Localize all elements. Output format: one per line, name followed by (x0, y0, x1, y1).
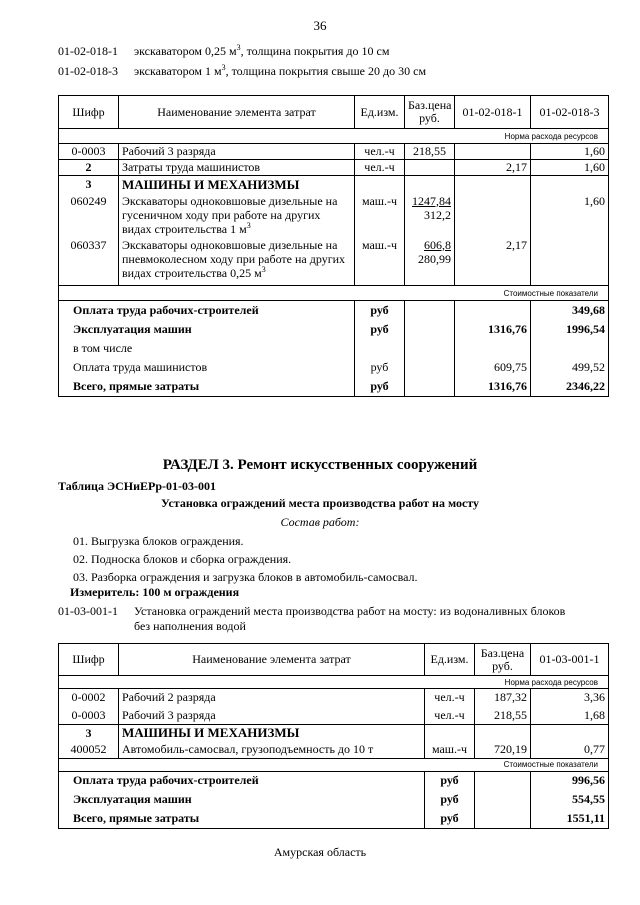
cell-unit: чел.-ч (425, 689, 475, 707)
cost-name: Всего, прямые затраты (59, 809, 425, 828)
cost-value (455, 301, 531, 320)
cost-name: в том числе (59, 339, 355, 358)
cell-code: 0-0002 (59, 689, 119, 707)
table-row (59, 689, 609, 707)
cell-code: 2 (59, 160, 119, 176)
cost-row (59, 339, 609, 358)
cost-name: Оплата труда рабочих-строителей (59, 771, 425, 790)
cell-name: Экскаваторы одноковшовые дизельные на пневмоколесном ходу при работе на других видах строительства 0,25 $м^3$ (119, 238, 355, 286)
header-line-2 (58, 64, 426, 79)
cell-value (531, 238, 609, 286)
table-row (59, 144, 609, 160)
cost-unit: руб (355, 301, 405, 320)
table-row (59, 707, 609, 725)
item-code: 01-02-018-3 (58, 64, 118, 78)
cost-value: 1996,54 (531, 320, 609, 339)
footer-region: Амурская область (273, 845, 367, 859)
cost-unit: руб (355, 377, 405, 397)
cost-unit: руб (355, 358, 405, 377)
table-row (59, 194, 609, 238)
col-header: 01-03-001-1 (531, 644, 609, 676)
table-header-row (59, 96, 609, 129)
cell-price: 606,8 280,99 (405, 238, 455, 286)
cell-price: 187,32 (475, 689, 531, 707)
cost-name: Оплата труда рабочих-строителей (59, 301, 355, 320)
cell-unit: чел.-ч (355, 144, 405, 160)
cell-value: 1,60 (531, 160, 609, 176)
item-code: 01-03-001-1 (58, 604, 118, 618)
item-text: без наполнения водой (134, 619, 246, 633)
cost-name: Эксплуатация машин (59, 320, 355, 339)
cell-code: 060337 (59, 238, 119, 286)
table-row (59, 741, 609, 758)
cell-unit: маш.-ч (355, 238, 405, 286)
cell-price: 218,55 (405, 144, 455, 160)
cell-name: МАШИНЫ И МЕХАНИЗМЫ (119, 176, 355, 194)
col-header: Шифр (59, 644, 119, 676)
cost-row (59, 809, 609, 828)
cost-row (59, 320, 609, 339)
cost-unit: руб (425, 809, 475, 828)
cell-value: 2,17 (455, 160, 531, 176)
table-name: Таблица ЭСНиЕРр-01-03-001 (58, 479, 217, 493)
cell-value: 1,60 (531, 144, 609, 160)
cost-row (59, 301, 609, 320)
cell-value: 2,17 (455, 238, 531, 286)
cell-unit: чел.-ч (425, 707, 475, 725)
col-header: Ед.изм. (425, 644, 475, 676)
cost-row (59, 377, 609, 397)
table-row (59, 238, 609, 286)
col-header: Баз.цена руб. (405, 96, 455, 129)
cost-name: Оплата труда машинистов (59, 358, 355, 377)
cost-name: Всего, прямые затраты (59, 377, 355, 397)
resource-table-2 (58, 643, 609, 829)
cell-code: 3 (59, 725, 119, 742)
item-text-rest: , толщина покрытия до 10 см (240, 44, 390, 58)
item-code: 01-02-018-1 (58, 44, 118, 58)
cell-unit: маш.-ч (355, 194, 405, 238)
item-text: Установка ограждений места производства работ на мосту: из водоналивных блоков (134, 604, 566, 618)
cost-value: 996,56 (531, 771, 609, 790)
cell-code: 400052 (59, 741, 119, 758)
cost-value: 2346,22 (531, 377, 609, 397)
cell-code: 0-0003 (59, 707, 119, 725)
cost-value: 1551,11 (531, 809, 609, 828)
cell-name: Экскаваторы одноковшовые дизельные на гусеничном ходу при работе на других видах строительства 1 $м^3$ (119, 194, 355, 238)
cell-price: 720,19 (475, 741, 531, 758)
norm-label: Норма расхода ресурсов (59, 129, 609, 144)
cell-code: 3 (59, 176, 119, 194)
cost-value: 609,75 (455, 358, 531, 377)
section-title: РАЗДЕЛ 3. Ремонт искусственных сооружений (162, 457, 478, 473)
col-header: Баз.цена руб. (475, 644, 531, 676)
norm-label-row (59, 676, 609, 689)
cost-value: 499,52 (531, 358, 609, 377)
work-item: 02. Поднoска блоков и сборка ограждения. (73, 552, 292, 566)
table-row (59, 160, 609, 176)
cell-code: 060249 (59, 194, 119, 238)
item-description (58, 604, 565, 634)
cell-code: 0-0003 (59, 144, 119, 160)
cost-value: 554,55 (531, 790, 609, 809)
cost-row (59, 358, 609, 377)
cost-label: Стоимостные показатели (59, 758, 609, 771)
work-item: 03. Разборка ограждения и загрузка блоков в автомобиль-самосвал. (73, 570, 418, 584)
cell-value: 0,77 (531, 741, 609, 758)
cell-value: 3,36 (531, 689, 609, 707)
cell-name: Затраты труда машинистов (119, 160, 355, 176)
cost-unit: руб (425, 790, 475, 809)
resource-table-1 (58, 95, 609, 397)
cell-name: Рабочий 2 разряда (119, 689, 425, 707)
cell-name: Рабочий 3 разряда (119, 707, 425, 725)
cell-unit: маш.-ч (425, 741, 475, 758)
col-header: Ед.изм. (355, 96, 405, 129)
cost-label-row (59, 286, 609, 301)
cell-name: Рабочий 3 разряда (119, 144, 355, 160)
cell-value (455, 144, 531, 160)
col-header: Наименование элемента затрат (119, 96, 355, 129)
cell-value: 1,60 (531, 194, 609, 238)
cost-row (59, 771, 609, 790)
cost-unit: руб (355, 320, 405, 339)
table-subtitle: Установка ограждений места производства работ на мосту (160, 496, 480, 510)
item-text: экскаватором 0,25 м (134, 44, 237, 58)
cost-value: 1316,76 (455, 377, 531, 397)
works-heading: Состав работ: (280, 515, 360, 529)
norm-label-row (59, 129, 609, 144)
table-header-row (59, 644, 609, 676)
cost-row (59, 790, 609, 809)
col-header: 01-02-018-3 (531, 96, 609, 129)
cell-unit: чел.-ч (355, 160, 405, 176)
cell-name: Автомобиль-самосвал, грузоподъемность до 10 т (119, 741, 425, 758)
cell-value (455, 194, 531, 238)
norm-label: Норма расхода ресурсов (59, 676, 609, 689)
page-number: 36 (313, 18, 327, 33)
cost-value: 349,68 (531, 301, 609, 320)
machines-heading-row (59, 176, 609, 194)
cell-name: МАШИНЫ И МЕХАНИЗМЫ (119, 725, 425, 742)
cell-value: 1,68 (531, 707, 609, 725)
item-text: экскаватором 1 м (134, 64, 222, 78)
cost-name: Эксплуатация машин (59, 790, 425, 809)
col-header: Наименование элемента затрат (119, 644, 425, 676)
work-item: 01. Выгрузка блоков ограждения. (73, 534, 244, 548)
superscript: 3 (221, 63, 226, 72)
col-header: Шифр (59, 96, 119, 129)
measure-unit: Измеритель: 100 м ограждения (70, 585, 240, 599)
col-header: 01-02-018-1 (455, 96, 531, 129)
superscript: 3 (236, 43, 241, 52)
header-line-1 (58, 44, 389, 59)
cell-price: 1247,84 312,2 (405, 194, 455, 238)
item-text-rest: , толщина покрытия свыше 20 до 30 см (225, 64, 427, 78)
cost-value: 1316,76 (455, 320, 531, 339)
cost-label: Стоимостные показатели (59, 286, 609, 301)
cost-label-row (59, 758, 609, 771)
cell-price: 218,55 (475, 707, 531, 725)
cell-price (405, 160, 455, 176)
machines-heading-row (59, 725, 609, 742)
cost-unit: руб (425, 771, 475, 790)
